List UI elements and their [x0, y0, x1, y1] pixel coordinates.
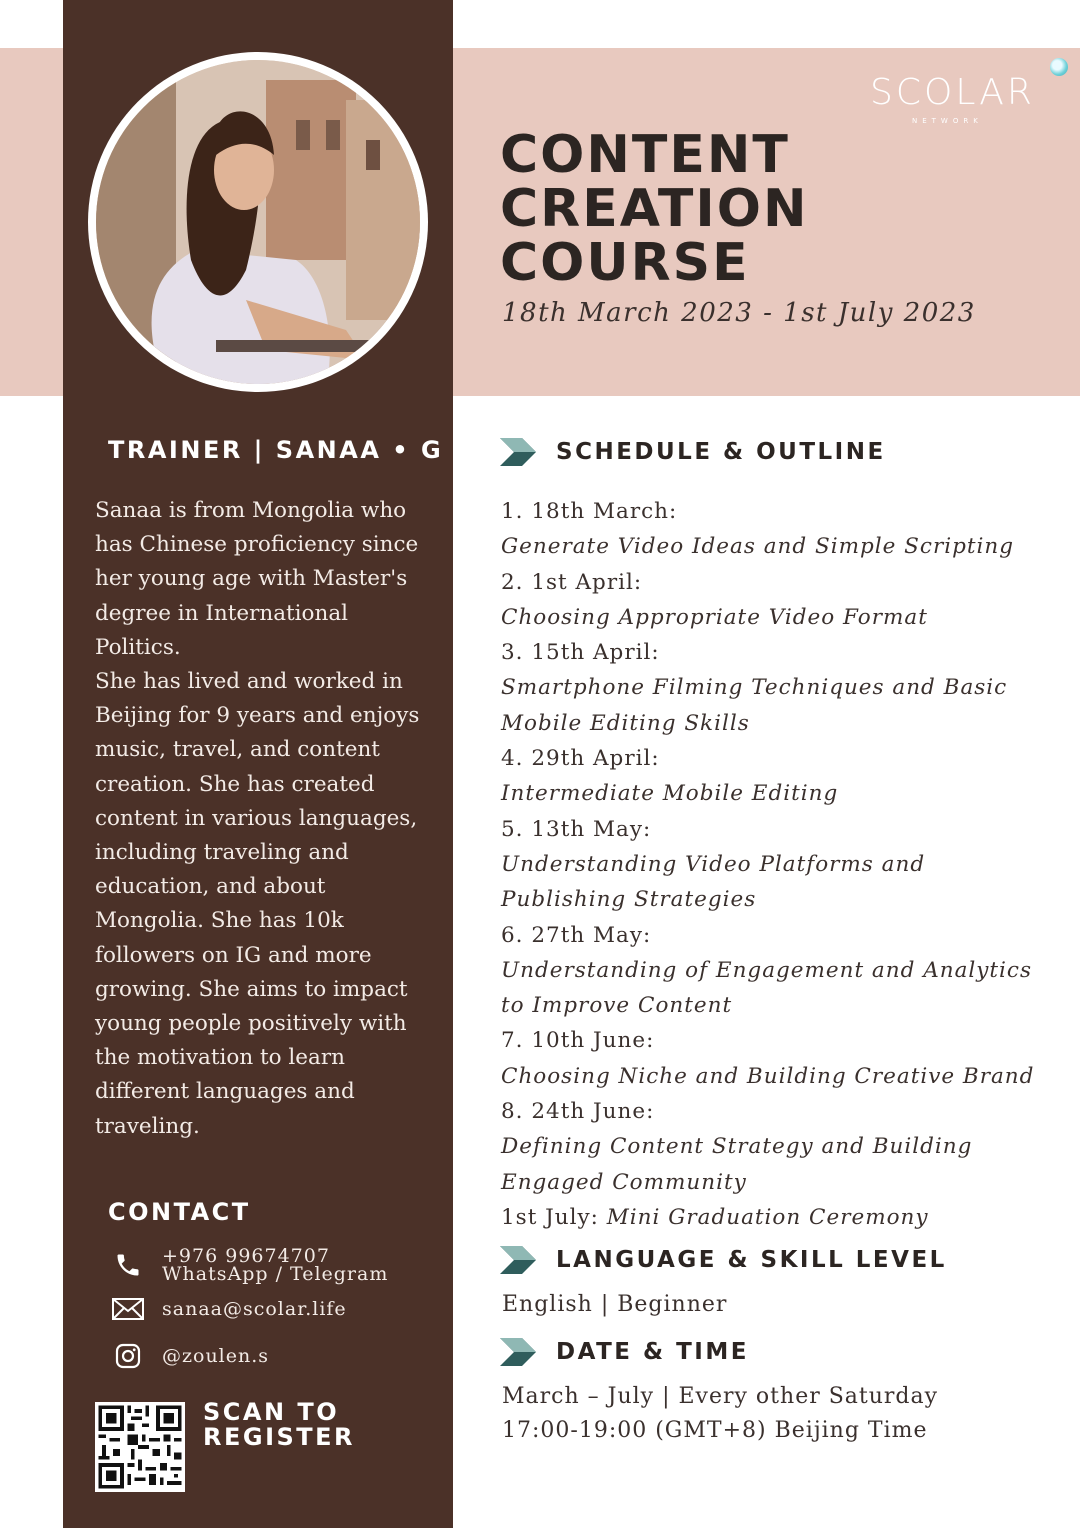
instagram-icon: [112, 1340, 144, 1372]
schedule-topic: Choosing Appropriate Video Format: [501, 604, 928, 630]
chevron-icon: [500, 438, 536, 466]
chevron-icon: [500, 1246, 536, 1274]
qr-code[interactable]: [95, 1402, 185, 1492]
schedule-topic: Publishing Strategies: [501, 887, 757, 913]
schedule-list: [501, 494, 1041, 1235]
title-line-1: CONTENT: [500, 125, 790, 185]
course-dates: 18th March 2023 - 1st July 2023: [502, 298, 976, 328]
schedule-header: [500, 438, 886, 466]
schedule-topic: Generate Video Ideas and Simple Scripting: [501, 534, 1014, 560]
schedule-topic: Mobile Editing Skills: [501, 710, 750, 736]
schedule-date: 1. 18th March:: [501, 499, 678, 524]
schedule-topic: Intermediate Mobile Editing: [501, 781, 839, 807]
schedule-topic: Smartphone Filming Techniques and Basic: [501, 675, 1008, 701]
trainer-bio: [95, 494, 425, 1144]
phone-number: +976 99674707: [162, 1245, 330, 1267]
datetime-days: March – July | Every other Saturday: [502, 1384, 939, 1409]
phone-icon: [112, 1249, 144, 1281]
course-title: [500, 125, 809, 293]
logo-dot-icon: [1050, 58, 1068, 76]
language-heading: LANGUAGE & SKILL LEVEL: [556, 1247, 947, 1273]
scan-line-2: REGISTER: [203, 1423, 356, 1451]
schedule-heading: SCHEDULE & OUTLINE: [556, 439, 886, 465]
trainer-heading: TRAINER | SANAA • G: [108, 436, 444, 464]
chevron-icon: [500, 1338, 536, 1366]
bio-paragraph-1: Sanaa is from Mongolia who has Chinese proficiency since her young age with Master's degree in International Politics.: [95, 498, 419, 660]
schedule-date: 2. 1st April:: [501, 569, 643, 595]
scolar-logo-sub: NETWORK: [912, 117, 983, 125]
scan-line-1: SCAN TO: [203, 1398, 340, 1426]
contact-instagram[interactable]: [112, 1340, 269, 1372]
instagram-handle: @zoulen.s: [162, 1345, 270, 1367]
title-line-3: COURSE: [500, 233, 750, 293]
datetime-header: [500, 1338, 749, 1366]
scan-to-register-label: [203, 1400, 355, 1450]
schedule-date: 4. 29th April:: [501, 746, 660, 772]
schedule-topic: to Improve Content: [501, 993, 733, 1019]
schedule-date: 7. 10th June:: [501, 1028, 655, 1054]
scolar-logo: SCOLAR: [870, 72, 1035, 113]
contact-phone[interactable]: [112, 1247, 388, 1283]
schedule-date: 6. 27th May:: [501, 922, 652, 948]
schedule-final-date: 1st July:: [501, 1204, 607, 1230]
schedule-date: 8. 24th June:: [501, 1099, 655, 1125]
schedule-topic: Choosing Niche and Building Creative Brand: [501, 1063, 1035, 1089]
datetime-hours: 17:00-19:00 (GMT+8) Beijing Time: [502, 1418, 928, 1443]
schedule-date: 5. 13th May:: [501, 816, 652, 842]
schedule-date: 3. 15th April:: [501, 640, 660, 666]
bio-paragraph-2: She has lived and worked in Beijing for 9 years and enjoys music, travel, and content creation. She has created content in various languages, including traveling and education, and about Mongolia. She has 10k followers on IG and more growing. She aims to impact young people positively with the motivation to learn different languages and traveling.: [95, 669, 420, 1139]
title-line-2: CREATION: [500, 179, 809, 239]
datetime-heading: DATE & TIME: [556, 1339, 749, 1365]
schedule-final-topic: Mini Graduation Ceremony: [606, 1204, 929, 1230]
contact-email[interactable]: [112, 1293, 347, 1325]
contact-heading: CONTACT: [108, 1198, 251, 1226]
schedule-topic: Understanding Video Platforms and: [501, 851, 926, 877]
schedule-topic: Engaged Community: [501, 1169, 747, 1195]
trainer-photo: [88, 52, 428, 392]
phone-apps: WhatsApp / Telegram: [162, 1263, 389, 1285]
email-address: sanaa@scolar.life: [162, 1298, 347, 1320]
language-header: [500, 1246, 947, 1274]
schedule-topic: Defining Content Strategy and Building: [501, 1134, 973, 1160]
schedule-topic: Understanding of Engagement and Analytics: [501, 957, 1032, 983]
language-level: English | Beginner: [502, 1292, 728, 1317]
schedule-final: [501, 1200, 1041, 1235]
email-icon: [112, 1293, 144, 1325]
